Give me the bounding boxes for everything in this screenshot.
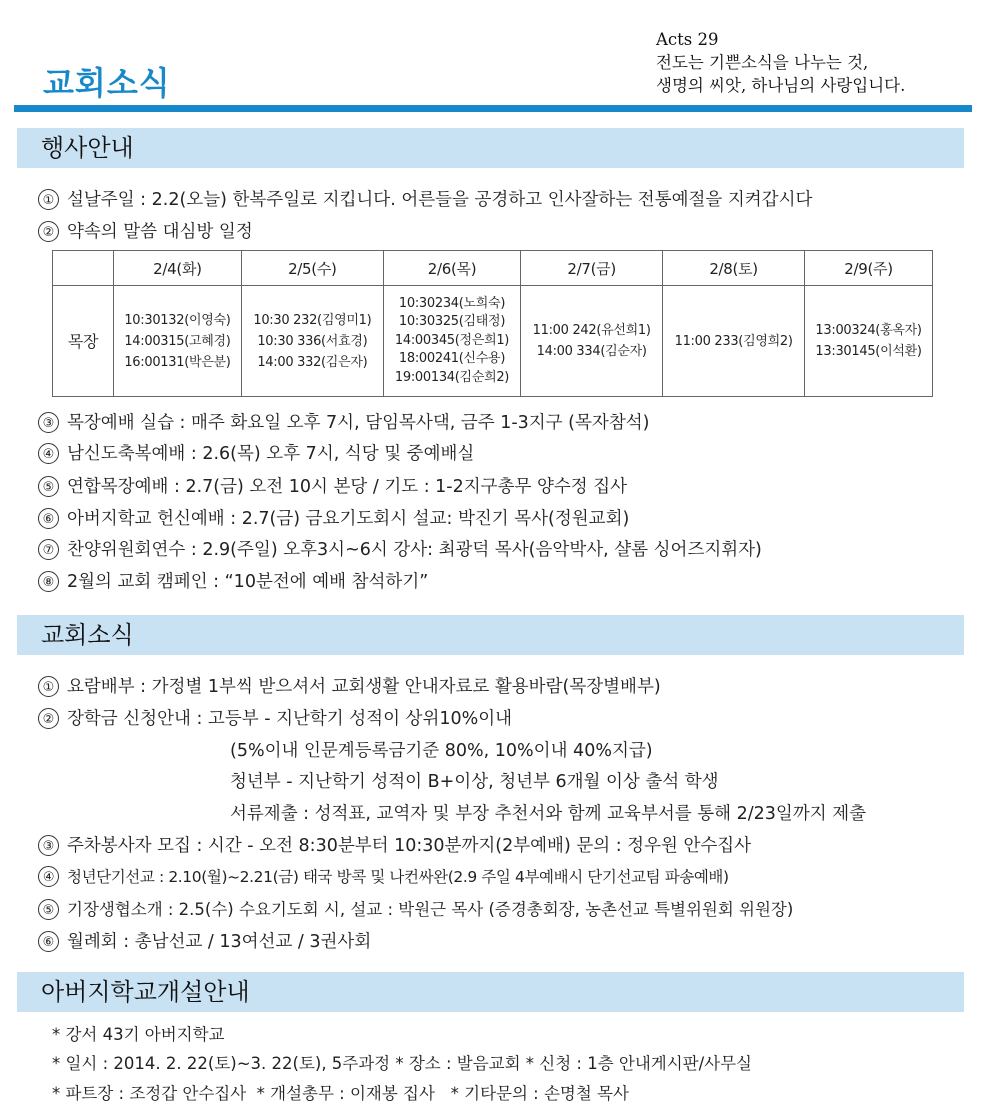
table-date: 2/4(화) (114, 251, 242, 286)
table-date: 2/6(목) (383, 251, 520, 286)
schedule-cell (241, 286, 383, 397)
schedule-entry: 11:00 242(유선희1) (532, 323, 651, 338)
schedule-entry: 14:00 332(김은자) (257, 354, 368, 370)
table-row (53, 286, 933, 397)
item-number: ⑤ (38, 476, 59, 497)
schedule-entry: 10:30234(노희숙) (398, 295, 506, 311)
schedule-entry: 10:30325(김태정) (398, 314, 506, 330)
event-item (38, 218, 253, 243)
table-date: 2/7(금) (521, 251, 663, 286)
item-text: 주차봉사자 모집 : 시간 - 오전 8:30분부터 10:30분까지(2부예배) 문의 : 정우원 안수집사 (67, 836, 752, 856)
verse-reference: Acts 29 (656, 30, 719, 49)
schedule-entry: 11:00 233(김영희2) (674, 333, 793, 349)
item-number: ⑦ (38, 539, 59, 560)
school-line: * 일시 : 2014. 2. 22(토)~3. 22(토), 5주과정 * 장소 : 발음교회 * 신청 : 1층 안내게시판/사무실 (52, 1054, 752, 1073)
item-text: 아버지학교 헌신예배 : 2.7(금) 금요기도회시 설교: 박진기 목사(정원교회) (67, 509, 630, 529)
schedule-cell (805, 286, 933, 397)
item-text: 2월의 교회 캠페인 : “10분전에 예배 참석하기” (67, 572, 429, 592)
verse-line: 생명의 씨앗, 하나님의 사랑입니다. (656, 76, 906, 95)
item-text: 찬양위원회연수 : 2.9(주일) 오후3시~6시 강사: 최광덕 목사(음악박사, 샬롬 싱어즈지휘자) (67, 540, 762, 560)
schedule-entry: 19:00134(김순희2) (394, 369, 510, 385)
item-number: ③ (38, 835, 59, 856)
event-item (38, 186, 812, 211)
table-date: 2/5(수) (241, 251, 383, 286)
item-text: 기장생협소개 : 2.5(수) 수요기도회 시, 설교 : 박원근 목사 (증경총회장, 농촌선교 특별위원회 위원장) (67, 900, 794, 919)
event-item (38, 409, 649, 434)
event-item (38, 440, 474, 465)
item-number: ⑥ (38, 508, 59, 529)
news-item-continuation: 청년부 - 지난학기 성적이 B+이상, 청년부 6개월 이상 출석 학생 (230, 772, 719, 792)
verse-block (656, 28, 976, 97)
event-item (38, 568, 428, 593)
item-number: ① (38, 676, 59, 697)
schedule-entry: 13:30145(이석환) (815, 344, 922, 359)
row-label: 목장 (53, 286, 114, 397)
section-heading-events: 행사안내 (17, 128, 964, 168)
item-number: ② (38, 708, 59, 729)
schedule-entry: 18:00241(신수용) (398, 351, 506, 367)
item-number: ④ (38, 866, 59, 887)
schedule-cell (663, 286, 805, 397)
item-text: 남신도축복예배 : 2.6(목) 오후 7시, 식당 및 중예배실 (67, 444, 475, 464)
page-title: 교회소식 (43, 64, 171, 102)
header-divider (14, 105, 972, 112)
item-text: 목장예배 실습 : 매주 화요일 오후 7시, 담임목사댁, 금주 1-3지구 (목자참석) (67, 413, 650, 433)
event-item (38, 536, 762, 561)
item-number: ② (38, 221, 59, 242)
news-item (38, 705, 512, 730)
schedule-cell (114, 286, 242, 397)
item-text: 월례회 : 총남선교 / 13여선교 / 3권사회 (67, 932, 372, 952)
event-item (38, 505, 629, 530)
schedule-cell (521, 286, 663, 397)
schedule-entry: 16:00131(박은분) (124, 354, 231, 370)
school-line: * 강서 43기 아버지학교 (52, 1025, 225, 1044)
news-item (38, 865, 729, 887)
item-number: ⑤ (38, 899, 59, 920)
table-corner (53, 251, 114, 286)
schedule-entry: 10:30 232(김영미1) (253, 312, 372, 328)
news-item (38, 896, 793, 920)
item-text: 연합목장예배 : 2.7(금) 오전 10시 본당 / 기도 : 1-2지구총무 양수정 집사 (67, 477, 628, 497)
item-number: ⑥ (38, 931, 59, 952)
schedule-entry: 14:00315(고혜경) (124, 333, 231, 349)
item-text: 청년단기선교 : 2.10(월)~2.21(금) 태국 방콕 및 나컨싸완(2.9 주일 4부예배시 단기선교팀 파송예배) (67, 868, 729, 886)
section-heading-father-school: 아버지학교개설안내 (17, 972, 964, 1012)
table-header-row (53, 251, 933, 286)
news-item (38, 832, 751, 857)
schedule-entry: 10:30 336(서효경) (257, 333, 368, 349)
item-number: ④ (38, 443, 59, 464)
news-item-continuation: (5%이내 인문계등록금기준 80%, 10%이내 40%지급) (230, 741, 653, 761)
news-item-continuation: 서류제출 : 성적표, 교역자 및 부장 추천서와 함께 교육부서를 통해 2/23일까지 제출 (230, 804, 866, 824)
item-number: ③ (38, 412, 59, 433)
section-heading-news: 교회소식 (17, 615, 964, 655)
item-text: 요람배부 : 가정별 1부씩 받으셔서 교회생활 안내자료로 활용바람(목장별배부) (67, 677, 661, 697)
item-text: 장학금 신청안내 : 고등부 - 지난학기 성적이 상위10%이내 (67, 709, 513, 729)
item-text: 약속의 말씀 대심방 일정 (67, 222, 253, 242)
visitation-schedule-table (52, 250, 933, 397)
table-date: 2/8(토) (663, 251, 805, 286)
schedule-entry: 13:00324(홍옥자) (815, 323, 922, 338)
schedule-entry: 14:00345(정은희1) (394, 332, 510, 348)
schedule-entry: 10:30132(이영숙) (124, 312, 231, 328)
table-date: 2/9(주) (805, 251, 933, 286)
item-number: ⑧ (38, 571, 59, 592)
schedule-entry: 14:00 334(김순자) (536, 344, 647, 359)
verse-line: 전도는 기쁜소식을 나누는 것, (656, 53, 869, 72)
event-item (38, 473, 627, 498)
news-item (38, 928, 371, 953)
news-item (38, 673, 661, 698)
item-text: 설날주일 : 2.2(오늘) 한복주일로 지킵니다. 어른들을 공경하고 인사잘하는 전통예절을 지켜갑시다 (67, 190, 813, 210)
school-line: * 파트장 : 조정갑 안수집사 * 개설총무 : 이재봉 집사 * 기타문의 : 손명철 목사 (52, 1084, 629, 1103)
item-number: ① (38, 189, 59, 210)
schedule-cell (383, 286, 520, 397)
